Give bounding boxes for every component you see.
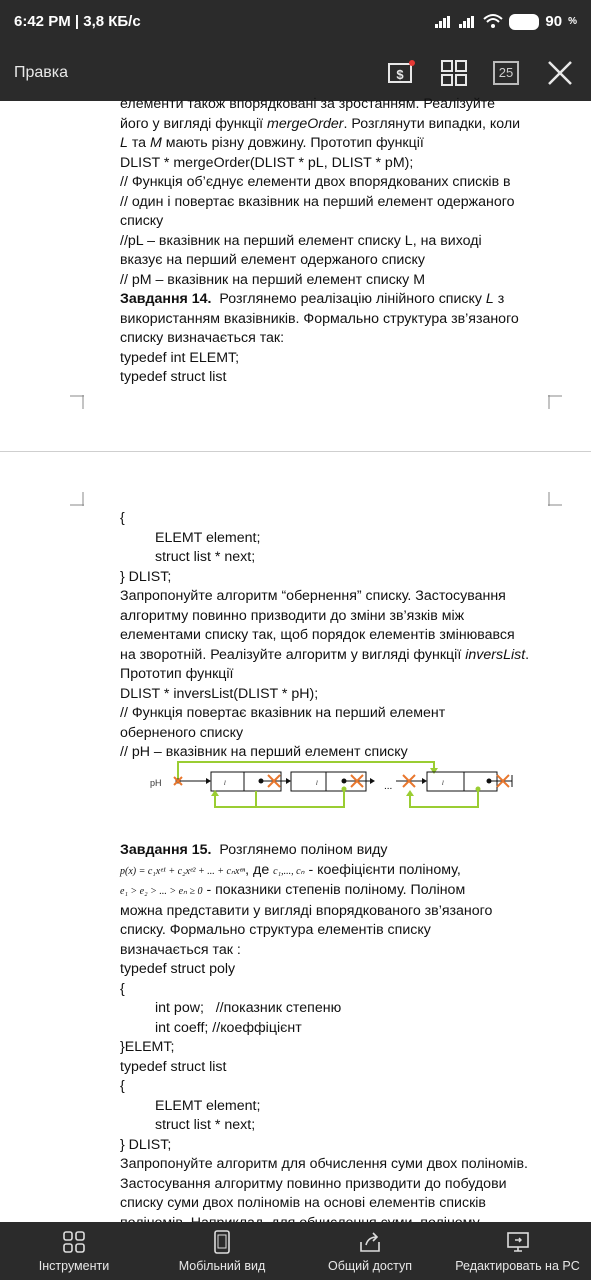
crop-mark: [548, 492, 562, 506]
text-line: }ELEMT;: [120, 1039, 175, 1055]
edit-title[interactable]: Правка: [14, 64, 69, 81]
tools-label: Інструменти: [38, 1259, 110, 1273]
text-line: e₁ > e₂ > ... > eₙ ≥ 0 - показники степенів поліному. Поліном: [120, 882, 466, 898]
reverse-link-arrow: [410, 789, 478, 807]
text-line: ELEMT element;: [155, 1097, 261, 1114]
task15-text: [120, 841, 560, 1233]
task14-heading: Завдання 14. Розглянемо реалізацію лінійного списку L з: [120, 291, 505, 307]
text-line: typedef struct list: [120, 1058, 227, 1075]
share-label: Общий доступ: [328, 1259, 412, 1273]
text-line: списку визначається так:: [120, 330, 285, 346]
text-line: {: [120, 980, 125, 997]
text-line: int coeff; //коеффіцієнт: [155, 1019, 302, 1036]
status-bar: [0, 0, 591, 44]
mobile-view-icon: [210, 1230, 234, 1254]
text-line: struct list * next;: [155, 1117, 256, 1133]
signal-icon: [435, 16, 453, 28]
text-line: int pow; //показник степеню: [155, 1000, 342, 1016]
text-line: ELEMT element;: [155, 529, 261, 546]
page1-text: [120, 95, 560, 388]
signal-2-icon: [459, 16, 477, 28]
text-line: Застосування алгоритму повинно призводити до побудови: [120, 1175, 507, 1192]
page-separator: [0, 451, 591, 452]
text-line: typedef int ELEMT;: [120, 349, 240, 366]
text-line: // один і повертає вказівник на перший елемент одержаного: [120, 193, 515, 210]
text-line: } DLIST;: [120, 568, 172, 585]
document-view[interactable]: [0, 96, 591, 1222]
arrow-head: [430, 768, 438, 774]
tools-button[interactable]: [0, 1222, 148, 1280]
task15-heading: Завдання 15. Розглянемо поліном виду: [120, 842, 388, 858]
text-line: // pH – вказівник на перший елемент списку: [120, 744, 408, 760]
null-terminator: [250, 791, 262, 807]
grid-view-icon[interactable]: [439, 58, 469, 88]
status-time-speed: 6:42 PM | 3,8 КБ/с: [14, 13, 141, 30]
text-line: списку: [120, 213, 164, 229]
svg-text:$: $: [396, 67, 404, 82]
text-line: алгоритму повинно призводити до зміни зв’язків між: [120, 607, 465, 624]
close-icon[interactable]: [545, 58, 575, 88]
text-line: Запропонуйте алгоритм “обернення” списку. Застосування: [120, 588, 506, 604]
share-button[interactable]: [296, 1222, 444, 1280]
text-line: } DLIST;: [120, 1136, 172, 1153]
text-line: {: [120, 510, 125, 526]
head-label: pH: [150, 778, 162, 788]
text-line: елементи також впорядковані за зростанням. Реалізуйте: [120, 96, 496, 112]
status-icons: [435, 13, 577, 30]
reverse-link-arrow: [215, 789, 344, 807]
text-line: //pL – вказівник на перший елемент списку L, на виході: [120, 232, 482, 249]
text-line: DLIST * mergeOrder(DLIST * pL, DLIST * pM);: [120, 154, 414, 171]
text-line: // pM – вказівник на перший елемент списку M: [120, 271, 426, 288]
text-line: елементами списку так, щоб порядок елементів змінювався: [120, 627, 515, 643]
text-line: // Функція повертає вказівник на перший елемент: [120, 705, 446, 721]
text-line: L та M мають різну довжину. Прототип функції: [120, 135, 424, 151]
text-line: struct list * next;: [155, 549, 256, 565]
page2-text: [120, 509, 560, 763]
wifi-icon: [483, 14, 503, 29]
text-line: {: [120, 1078, 125, 1094]
crop-mark: [548, 395, 562, 409]
ellipsis: ...: [384, 781, 393, 792]
text-line: використанням вказівників. Формально структура зв’язаного: [120, 310, 519, 327]
edit-on-pc-button[interactable]: [444, 1222, 591, 1280]
text-line: typedef struct list: [120, 369, 227, 385]
text-line: Запропонуйте алгоритм для обчислення суми двох поліномів.: [120, 1156, 528, 1172]
percent-sign: %: [568, 16, 577, 27]
battery-icon: [509, 14, 539, 30]
node-label: l: [316, 781, 318, 787]
text-line: DLIST * inversList(DLIST * pH);: [120, 685, 319, 702]
text-line: // Функція об’єднує елементи двох впорядкованих списків в: [120, 174, 511, 190]
text-line: Прототип функції: [120, 666, 234, 682]
text-line: списку. Формально структура елементів списку: [120, 922, 431, 938]
text-line: на зворотній. Реалізуйте алгоритм у вигляді функції inversList.: [120, 646, 530, 663]
premium-icon[interactable]: [386, 58, 416, 88]
linked-list-diagram: [140, 756, 530, 821]
bottom-toolbar: [0, 1222, 591, 1280]
text-line: можна представити у вигляді впорядкованого зв’язаного: [120, 902, 493, 919]
text-line: визначається так :: [120, 941, 241, 958]
node-label: l: [224, 781, 226, 787]
text-line: оберненого списку: [120, 724, 244, 741]
text-line: його у вигляді функції mergeOrder. Розглянути випадки, коли: [120, 115, 521, 132]
page-number-badge[interactable]: 25: [493, 61, 519, 85]
list-node: [427, 772, 497, 791]
crop-mark: [70, 395, 84, 409]
tools-icon: [62, 1230, 86, 1254]
share-icon: [358, 1230, 382, 1254]
node-label: l: [442, 781, 444, 787]
text-line: typedef struct poly: [120, 961, 236, 977]
battery-level: 90: [545, 13, 563, 30]
edit-on-pc-label: Редактировать на PC: [455, 1259, 580, 1273]
monitor-icon: [506, 1230, 530, 1254]
text-line: p(x) = c₁xᵉ¹ + c₂xᵉ² + ... + cₙxᵉⁿ, де c₁,..., cₙ - коефіцієнти поліному,: [120, 861, 461, 878]
text-line: списку суми двох поліномів на основі елементів списків: [120, 1195, 486, 1211]
crop-mark: [70, 492, 84, 506]
mobile-view-button[interactable]: [148, 1222, 296, 1280]
app-bar: [0, 44, 591, 101]
mobile-view-label: Мобільний вид: [178, 1259, 266, 1273]
text-line: вказує на перший елемент одержаного списку: [120, 252, 425, 268]
